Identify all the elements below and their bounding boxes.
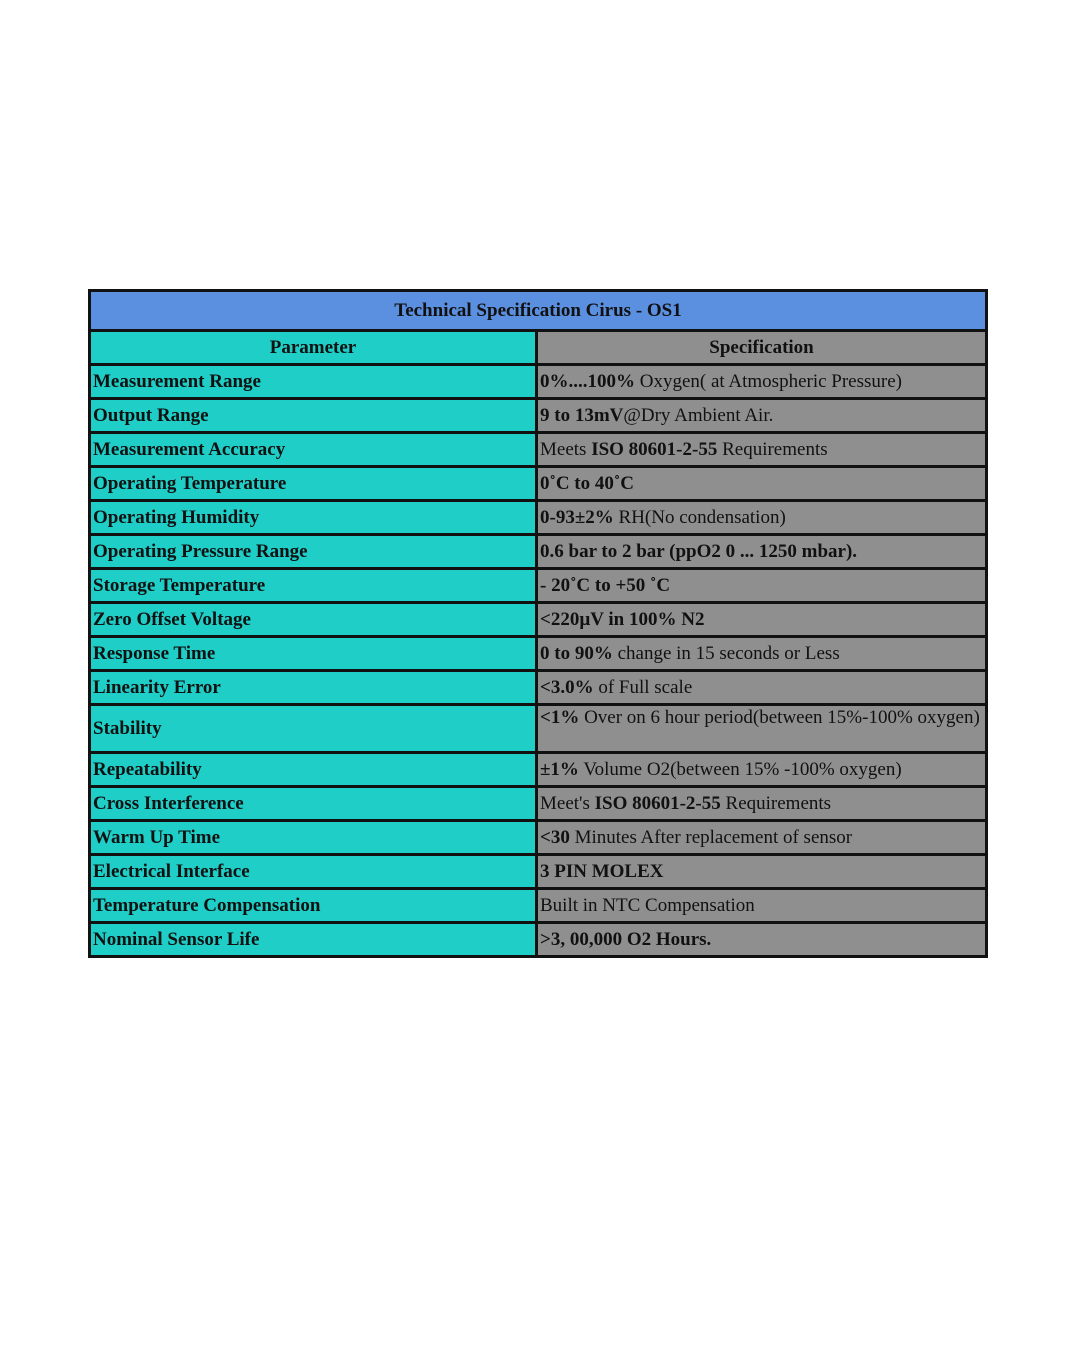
- spec-text: of Full scale: [593, 676, 693, 698]
- table-row: [90, 535, 987, 569]
- spec-text: Meets: [540, 438, 592, 460]
- parameter-cell: Zero Offset Voltage: [90, 603, 537, 637]
- specification-cell: [537, 753, 987, 787]
- spec-text: Requirements: [717, 438, 828, 460]
- specification-cell: [537, 569, 987, 603]
- table-row: [90, 855, 987, 889]
- parameter-cell: Warm Up Time: [90, 821, 537, 855]
- table-title-row: [90, 291, 987, 331]
- parameter-column-header: Parameter: [90, 331, 537, 365]
- spec-bold-text: 0˚C to 40˚C: [540, 472, 634, 494]
- technical-specification-table: [88, 289, 988, 958]
- specification-column-header: Specification: [537, 331, 987, 365]
- spec-bold-text: >3, 00,000 O2 Hours.: [540, 928, 712, 950]
- table-row: [90, 603, 987, 637]
- parameter-cell: Cross Interference: [90, 787, 537, 821]
- specification-cell: [537, 889, 987, 923]
- spec-bold-text: 0%....100%: [540, 370, 635, 392]
- table-row: [90, 501, 987, 535]
- spec-text: change in 15 seconds or Less: [612, 642, 840, 664]
- parameter-cell: Temperature Compensation: [90, 889, 537, 923]
- parameter-cell: Response Time: [90, 637, 537, 671]
- spec-text: @Dry Ambient Air.: [623, 404, 774, 426]
- parameter-cell: Electrical Interface: [90, 855, 537, 889]
- table-row: [90, 365, 987, 399]
- parameter-cell: Repeatability: [90, 753, 537, 787]
- table-row: [90, 923, 987, 957]
- spec-bold-text: ISO 80601-2-55: [591, 438, 718, 460]
- specification-cell: [537, 603, 987, 637]
- table-row: [90, 671, 987, 705]
- spec-text: Oxygen( at Atmospheric Pressure): [635, 370, 902, 392]
- spec-text: RH(No condensation): [613, 506, 786, 528]
- spec-text: Volume O2(between 15% -100% oxygen): [578, 758, 902, 780]
- spec-bold-text: <30: [540, 826, 570, 848]
- table-title: Technical Specification Cirus - OS1: [90, 291, 987, 331]
- spec-bold-text: - 20˚C to +50 ˚C: [540, 574, 671, 596]
- table-row: [90, 433, 987, 467]
- table-body: [90, 365, 987, 957]
- specification-cell: [537, 855, 987, 889]
- parameter-cell: Storage Temperature: [90, 569, 537, 603]
- specification-cell: [537, 821, 987, 855]
- specification-cell: [537, 365, 987, 399]
- table-header-row: [90, 331, 987, 365]
- spec-text: Meet's: [540, 792, 595, 814]
- spec-bold-text: <3.0%: [540, 676, 594, 698]
- spec-text: Built in NTC Compensation: [540, 894, 755, 916]
- specification-cell: [537, 637, 987, 671]
- spec-text: Requirements: [720, 792, 832, 814]
- table-row: [90, 753, 987, 787]
- parameter-cell: Operating Pressure Range: [90, 535, 537, 569]
- parameter-cell: Measurement Accuracy: [90, 433, 537, 467]
- spec-bold-text: <220µV in 100% N2: [540, 608, 705, 630]
- parameter-cell: Measurement Range: [90, 365, 537, 399]
- spec-bold-text: ±1%: [540, 758, 579, 780]
- table-row: [90, 705, 987, 753]
- table-row: [90, 821, 987, 855]
- specification-cell: [537, 467, 987, 501]
- table-row: [90, 787, 987, 821]
- parameter-cell: Linearity Error: [90, 671, 537, 705]
- spec-bold-text: 3 PIN MOLEX: [540, 860, 664, 882]
- spec-bold-text: <1%: [540, 707, 580, 728]
- table-row: [90, 637, 987, 671]
- parameter-cell: Nominal Sensor Life: [90, 923, 537, 957]
- spec-bold-text: 9 to 13mV: [540, 404, 624, 426]
- parameter-cell: Output Range: [90, 399, 537, 433]
- spec-text: Over on 6 hour period(between 15%-100% oxygen): [579, 707, 980, 728]
- table-row: [90, 889, 987, 923]
- specification-cell: [537, 535, 987, 569]
- table-row: [90, 569, 987, 603]
- spec-bold-text: 0-93±2%: [540, 506, 614, 528]
- specification-cell: [537, 787, 987, 821]
- parameter-cell: Operating Temperature: [90, 467, 537, 501]
- spec-text: Minutes After replacement of sensor: [569, 826, 853, 848]
- specification-cell: [537, 671, 987, 705]
- specification-cell: [537, 923, 987, 957]
- spec-bold-text: ISO 80601-2-55: [594, 792, 721, 814]
- specification-cell: [537, 705, 987, 753]
- spec-bold-text: 0 to 90%: [540, 642, 613, 664]
- spec-bold-text: 0.6 bar to 2 bar (ppO2 0 ... 1250 mbar).: [540, 540, 858, 562]
- parameter-cell: Operating Humidity: [90, 501, 537, 535]
- specification-cell: [537, 433, 987, 467]
- table-row: [90, 399, 987, 433]
- specification-cell: [537, 399, 987, 433]
- table-row: [90, 467, 987, 501]
- parameter-cell: Stability: [90, 705, 537, 753]
- specification-cell: [537, 501, 987, 535]
